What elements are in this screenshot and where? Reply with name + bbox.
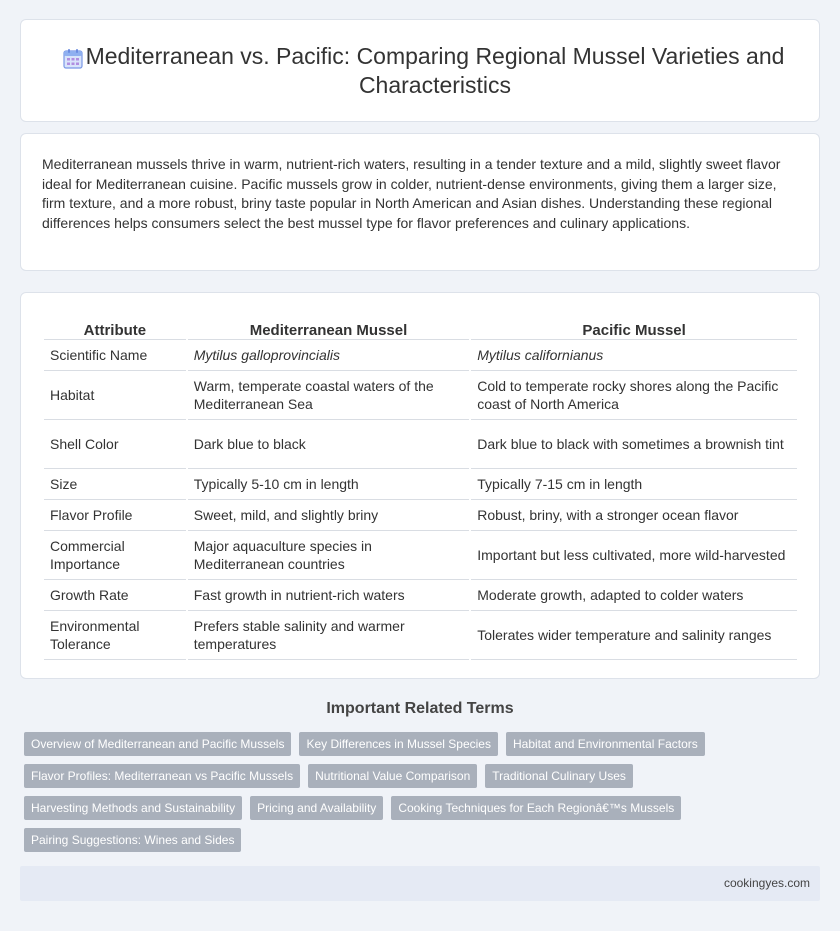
attribute-cell: Growth Rate [44,580,186,611]
attribute-cell: Flavor Profile [44,500,186,531]
pacific-cell: Moderate growth, adapted to colder waters [471,580,797,611]
pacific-cell: Typically 7-15 cm in length [471,469,797,500]
pacific-cell: Cold to temperate rocky shores along the Pacific coast of North America [471,371,797,420]
related-term-tag[interactable]: Cooking Techniques for Each Regionâ€™s Mussels [391,796,681,820]
pacific-cell: Robust, briny, with a stronger ocean flavor [471,500,797,531]
table-row [44,580,797,611]
comparison-table [42,314,799,660]
related-term-tag[interactable]: Habitat and Environmental Factors [506,732,705,756]
mediterranean-cell: Major aquaculture species in Mediterranean countries [188,531,470,580]
mediterranean-cell: Sweet, mild, and slightly briny [188,500,470,531]
table-row [44,531,797,580]
column-header-mediterranean: Mediterranean Mussel [188,314,470,340]
attribute-cell: Size [44,469,186,500]
related-term-tag[interactable]: Nutritional Value Comparison [308,764,477,788]
table-row [44,420,797,469]
related-term-tag[interactable]: Overview of Mediterranean and Pacific Mussels [24,732,291,756]
page-title: Mediterranean vs. Pacific: Comparing Regional Mussel Varieties and Characteristics [85,42,785,98]
pacific-cell: Dark blue to black with sometimes a brownish tint [471,420,797,469]
mediterranean-cell: Typically 5-10 cm in length [188,469,470,500]
related-terms-heading: Important Related Terms [326,700,514,717]
related-terms-list [24,732,744,852]
summary-text: Mediterranean mussels thrive in warm, nutrient-rich waters, resulting in a tender texture and a mild, slightly sweet flavor ideal for Mediterranean cuisine. Pacific mussels grow in colder, nutrient-dense environments, giving them a larger size, firm texture, and a more robust, briny taste popular in North American and Asian dishes. Understanding these regional differences helps consumers select the best mussel type for flavor preferences and culinary applications. [42,156,781,231]
comparison-table-card [20,292,820,679]
mediterranean-cell: Warm, temperate coastal waters of the Mediterranean Sea [188,371,470,420]
title-card [20,19,820,122]
mediterranean-cell: Prefers stable salinity and warmer temperatures [188,611,470,660]
related-term-tag[interactable]: Pricing and Availability [250,796,383,820]
related-term-tag[interactable]: Flavor Profiles: Mediterranean vs Pacific Mussels [24,764,300,788]
table-row [44,611,797,660]
pacific-cell: Important but less cultivated, more wild-harvested [471,531,797,580]
related-term-tag[interactable]: Harvesting Methods and Sustainability [24,796,242,820]
table-header-row [44,314,797,340]
mediterranean-cell: Fast growth in nutrient-rich waters [188,580,470,611]
table-row [44,371,797,420]
related-term-tag[interactable]: Key Differences in Mussel Species [299,732,498,756]
mediterranean-cell: Mytilus galloprovincialis [188,340,470,371]
attribute-cell: Habitat [44,371,186,420]
column-header-attribute: Attribute [44,314,186,340]
related-term-tag[interactable]: Pairing Suggestions: Wines and Sides [24,828,241,852]
pacific-cell: Tolerates wider temperature and salinity ranges [471,611,797,660]
column-header-pacific: Pacific Mussel [471,314,797,340]
attribute-cell: Commercial Importance [44,531,186,580]
site-name[interactable]: cookingyes.com [723,876,810,890]
attribute-cell: Scientific Name [44,340,186,371]
attribute-cell: Shell Color [44,420,186,469]
table-row [44,469,797,500]
mediterranean-cell: Dark blue to black [188,420,470,469]
table-row [44,340,797,371]
table-row [44,500,797,531]
related-term-tag[interactable]: Traditional Culinary Uses [485,764,633,788]
attribute-cell: Environmental Tolerance [44,611,186,660]
summary-card [20,133,820,271]
footer [20,866,820,901]
pacific-cell: Mytilus californianus [471,340,797,371]
